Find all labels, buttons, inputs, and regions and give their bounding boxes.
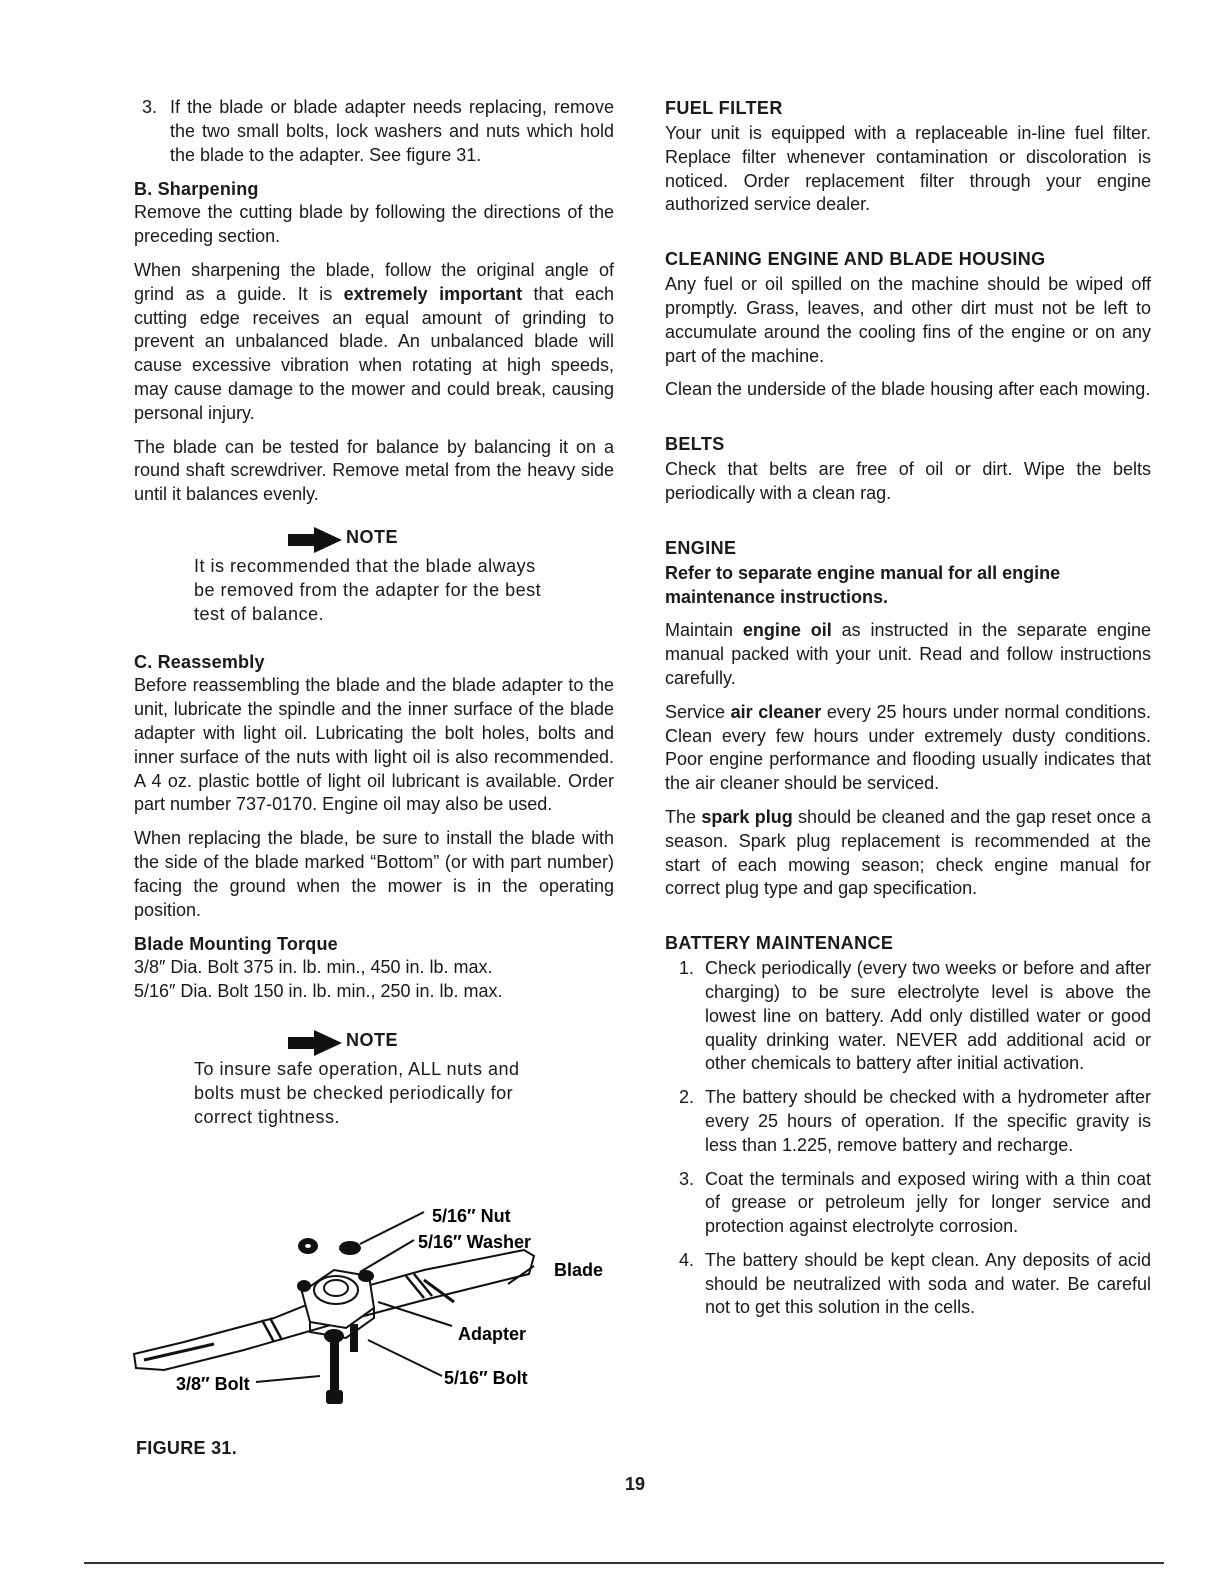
label-washer: 5/16″ Washer bbox=[418, 1232, 532, 1252]
bolt-38-shape bbox=[326, 1342, 343, 1404]
label-nut: 5/16″ Nut bbox=[432, 1206, 511, 1226]
note-1-label: NOTE bbox=[346, 526, 399, 547]
item-text: The battery should be kept clean. Any deposits of acid should be neutralized with soda and water. Be careful not to get this solution in the cells. bbox=[705, 1249, 1151, 1318]
engine-paragraph-2 bbox=[665, 701, 1151, 796]
text-run: The bbox=[665, 806, 702, 827]
item-number: 1. bbox=[679, 958, 695, 979]
label-bolt-516: 5/16″ Bolt bbox=[444, 1368, 528, 1388]
item-text: Coat the terminals and exposed wiring with a thin coat of grease or petroleum jelly for longer service and protection against electrolyte corrosion. bbox=[705, 1168, 1151, 1237]
battery-item bbox=[665, 957, 1151, 1076]
cleaning-heading: CLEANING ENGINE AND BLADE HOUSING bbox=[665, 249, 1046, 270]
item-text: Check periodically (every two weeks or before and after charging) to be sure electrolyte level is above the lowest line on battery. Add only distilled water or good quality drinking water. NEVER add additional acid or other chemicals to battery after initial activation. bbox=[705, 958, 1151, 1074]
engine-notice bbox=[665, 562, 1151, 610]
text-run: that each cutting edge receives an equal amount of grinding to prevent an unbalanced blade. An unbalanced blade will cause excessive vibration when rotating at high speeds, may cause damage to the mower and could break, causing personal injury. bbox=[134, 283, 614, 423]
belts-paragraph: Check that belts are free of oil or dirt. Wipe the belts periodically with a clean rag. bbox=[665, 459, 1151, 503]
torque-line-1: 3/8″ Dia. Bolt 375 in. lb. min., 450 in. lb. max. bbox=[134, 957, 493, 978]
bolt-516-shape bbox=[350, 1324, 358, 1352]
fuel-filter-heading: FUEL FILTER bbox=[665, 98, 783, 118]
engine-paragraph-3 bbox=[665, 806, 1151, 901]
note-2 bbox=[134, 1028, 614, 1058]
reassembly-paragraph-2: When replacing the blade, be sure to install the blade with the side of the blade marked “Bottom” (or with part number) facing the ground when the mower is in the operating position. bbox=[134, 828, 614, 920]
reassembly-paragraph-1: Before reassembling the blade and the blade adapter to the unit, lubricate the spindle and the inner surface of the blade adapter with light oil. Lubricating the bolt holes, bolts and inner surface of the nuts with light oil is also recommended. A 4 oz. plastic bottle of light oil lubricant is available. Order part number 737-0170. Engine oil may also be used. bbox=[134, 675, 614, 815]
reassembly-heading: C. Reassembly bbox=[134, 652, 265, 673]
blade-assembly-figure bbox=[124, 1192, 624, 1422]
washer-part bbox=[324, 1329, 344, 1343]
engine-notice-text: Refer to separate engine manual for all engine maintenance instructions. bbox=[665, 562, 1061, 607]
battery-heading: BATTERY MAINTENANCE bbox=[665, 933, 894, 954]
note-1 bbox=[134, 525, 614, 555]
sharpening-paragraph-1: Remove the cutting blade by following the directions of the preceding section. bbox=[134, 202, 614, 247]
label-adapter: Adapter bbox=[458, 1324, 527, 1344]
battery-item bbox=[665, 1168, 1151, 1239]
washer-part bbox=[339, 1241, 361, 1255]
emphasis: extremely important bbox=[343, 283, 523, 304]
arrow-right-icon bbox=[288, 1030, 344, 1056]
step-number: 3. bbox=[142, 97, 158, 117]
nut-part bbox=[297, 1280, 311, 1292]
torque-heading: Blade Mounting Torque bbox=[134, 934, 338, 955]
text-run: every 25 hours under normal conditions. Clean every few hours under extremely dusty conditions. Poor engine performance and flooding usually indicates that the air cleaner should be serviced. bbox=[665, 701, 1151, 794]
text-run: should be cleaned and the gap reset once a season. Spark plug replacement is recommended at the start of each mowing season; check engine manual for correct plug type and gap specification. bbox=[665, 806, 1151, 899]
step-text: If the blade or blade adapter needs replacing, remove the two small bolts, lock washers and nuts which hold the blade to the adapter. See figure 31. bbox=[170, 97, 614, 165]
right-column bbox=[665, 96, 1151, 1330]
cleaning-paragraph-1: Any fuel or oil spilled on the machine should be wiped off promptly. Grass, leaves, and other dirt must not be left to accumulate around the cooling fins of the engine or on any part of the machine. bbox=[665, 274, 1151, 366]
label-bolt-38: 3/8″ Bolt bbox=[176, 1374, 250, 1394]
figure-caption: FIGURE 31. bbox=[136, 1438, 238, 1458]
text-run: When sharpening the blade, follow the original angle of grind as a guide. It is bbox=[134, 259, 614, 304]
page-number: 19 bbox=[624, 1474, 646, 1494]
fuel-filter-paragraph: Your unit is equipped with a replaceable in-line fuel filter. Replace filter whenever contamination or discoloration is noticed. Order replacement filter through your engine authorized service dealer. bbox=[665, 123, 1151, 215]
engine-paragraph-1 bbox=[665, 619, 1151, 690]
removal-steps bbox=[134, 96, 614, 167]
item-number: 3. bbox=[679, 1168, 695, 1189]
emphasis: engine oil bbox=[742, 620, 832, 641]
engine-heading: ENGINE bbox=[665, 537, 737, 558]
cleaning-paragraph-2: Clean the underside of the blade housing after each mowing. bbox=[665, 379, 1151, 400]
item-number: 2. bbox=[679, 1087, 695, 1108]
battery-list bbox=[665, 957, 1151, 1320]
battery-item bbox=[665, 1249, 1151, 1320]
text-run: Maintain bbox=[665, 620, 743, 641]
item-number: 4. bbox=[679, 1249, 695, 1270]
sharpening-paragraph-3: The blade can be tested for balance by balancing it on a round shaft screwdriver. Remove metal from the heavy side until it balances evenly. bbox=[134, 436, 614, 505]
text-run: as instructed in the separate engine manual packed with your unit. Read and follow instructions carefully. bbox=[665, 620, 1151, 688]
sharpening-paragraph-2 bbox=[134, 259, 614, 426]
note-2-text: To insure safe operation, ALL nuts and bolts must be checked periodically for correct tightness. bbox=[194, 1058, 520, 1127]
step-3 bbox=[134, 96, 614, 167]
arrow-right-icon bbox=[288, 527, 344, 553]
torque-line-2: 5/16″ Dia. Bolt 150 in. lb. min., 250 in. lb. max. bbox=[134, 981, 503, 1002]
belts-heading: BELTS bbox=[665, 434, 725, 455]
item-text: The battery should be checked with a hydrometer after every 25 hours of operation. If the specific gravity is less than 1.225, remove battery and recharge. bbox=[705, 1087, 1151, 1155]
footer-rule bbox=[84, 1562, 1164, 1564]
emphasis: air cleaner bbox=[730, 701, 822, 722]
label-blade: Blade bbox=[554, 1260, 604, 1280]
emphasis: spark plug bbox=[701, 806, 793, 827]
battery-item bbox=[665, 1086, 1151, 1157]
note-1-text: It is recommended that the blade always be removed from the adapter for the best test of balance. bbox=[194, 555, 542, 624]
text-run: Service bbox=[665, 701, 731, 722]
left-column bbox=[134, 96, 614, 1129]
sharpening-heading: B. Sharpening bbox=[134, 179, 259, 200]
note-2-label: NOTE bbox=[346, 1029, 399, 1050]
